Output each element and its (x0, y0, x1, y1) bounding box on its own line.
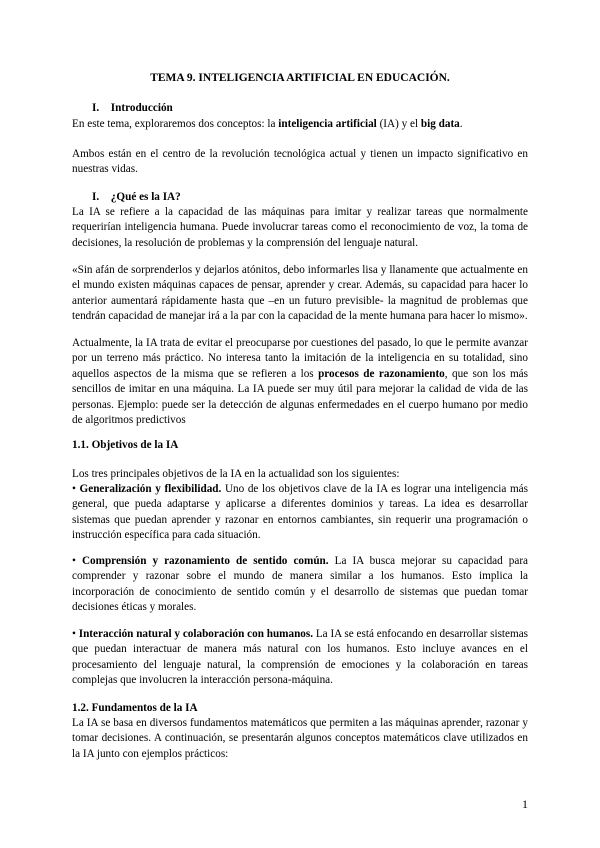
bullet-title: Interacción natural y colaboración con humanos. (78, 628, 314, 640)
bullet-icon: • (72, 555, 76, 567)
subsection-heading-fundamentos: 1.2. Fundamentos de la IA (72, 702, 198, 714)
list-item-interaccion (72, 627, 528, 689)
section-title: Introducción (110, 102, 173, 114)
bullet-icon: • (72, 483, 76, 495)
section-heading-que-es-ia (72, 190, 528, 205)
section-title: ¿Qué es la IA? (110, 191, 181, 203)
text-run: , que son los más sencillos de imitar en una máquina. La IA puede ser muy útil para mejorar la calidad de vida de las personas. Ejemplo: puede ser la detección de algunas enfermedades en el cuerpo humano por medio de algoritmos predictivos (72, 367, 528, 427)
bullet-title: Comprensión y razonamiento de sentido común. (81, 555, 329, 567)
bold-term-ia: inteligencia artificial (278, 118, 377, 130)
page-number: 1 (522, 797, 528, 811)
text-run: . (459, 118, 463, 130)
list-item-comprension (72, 554, 528, 616)
bullet-text: La IA busca mejorar su capacidad para comprender y razonar sobre el mundo de manera similar a los humanos. Esto implica la incorporación de conocimiento de sentido común y el desarrollo de sistemas que puedan tomar decisiones éticas y morales. (72, 555, 529, 614)
bullet-title: Generalización y flexibilidad. (79, 483, 222, 495)
bullet-text: Uno de los objetivos clave de la IA es lograr una inteligencia más general, que pueda adaptarse y aplicarse a diferentes dominios y tareas. La idea es desarrollar sistemas que puedan aprender y razonar en entornos cambiantes, sin requerir una programación o instrucción específica para cada situación. (72, 483, 528, 542)
list-item-generalizacion (72, 482, 528, 544)
section-heading-introduccion (72, 101, 528, 116)
section-number: I. (92, 102, 100, 114)
text-run: En este tema, exploraremos dos conceptos: la (72, 118, 279, 130)
bold-term-big-data: big data (420, 118, 460, 130)
document-title: TEMA 9. INTELIGENCIA ARTIFICIAL EN EDUCACIÓN. (150, 72, 450, 84)
paragraph-cita: «Sin afán de sorprenderlos y dejarlos atónitos, debo informarles lisa y llanamente que actualmente en el mundo existen máquinas capaces de pensar, aprender y crear. Además, su capacidad para hacer lo anterior aumentará rápidamente hasta que –en un futuro previsible- la magnitud de problemas que tendrán capacidad de manejar irá a la par con la capacidad de la mente humana para hacer lo mismo». (72, 264, 528, 323)
paragraph-objetivos-intro: Los tres principales objetivos de la IA en la actualidad son los siguientes: (72, 468, 400, 480)
subsection-heading-objetivos: 1.1. Objetivos de la IA (72, 439, 179, 451)
bold-term-procesos: procesos de razonamiento (318, 367, 445, 380)
paragraph-actualmente (72, 336, 528, 428)
text-run: (IA) y el (376, 118, 421, 130)
bullet-icon: • (72, 628, 76, 640)
paragraph-definicion-ia: La IA se refiere a la capacidad de las máquinas para imitar y realizar tareas que normalmente requerirían inteligencia humana. Puede involucrar tareas como el reconocimiento de voz, la toma de decisiones, la resolución de problemas y la comprensión del lenguaje natural. (72, 206, 528, 249)
paragraph-ambos: Ambos están en el centro de la revolución tecnológica actual y tienen un impacto significativo en nuestras vidas. (72, 148, 528, 176)
section-number: I. (92, 191, 100, 203)
paragraph-fundamentos: La IA se basa en diversos fundamentos matemáticos que permiten a las máquinas aprender, razonar y tomar decisiones. A continuación, se presentarán algunos conceptos matemáticos clave utilizados en la IA junto con ejemplos prácticos: (72, 717, 528, 760)
text-run: Actualmente, la IA trata de evitar el preocuparse por cuestiones del pasado, lo que le permite avanzar por un terreno más práctico. No interesa tanto la imitación de la inteligencia en su totalidad, sino aquellos aspectos de la misma que se refieren a los (72, 337, 528, 380)
bullet-text: La IA se está enfocando en desarrollar sistemas que puedan interactuar de manera más natural con los humanos. Esto incluye avances en el procesamiento del lenguaje natural, la comprensión de emociones y la colaboración en tareas complejas que involucren la interacción persona-máquina. (72, 628, 529, 687)
paragraph-intro (72, 117, 528, 132)
